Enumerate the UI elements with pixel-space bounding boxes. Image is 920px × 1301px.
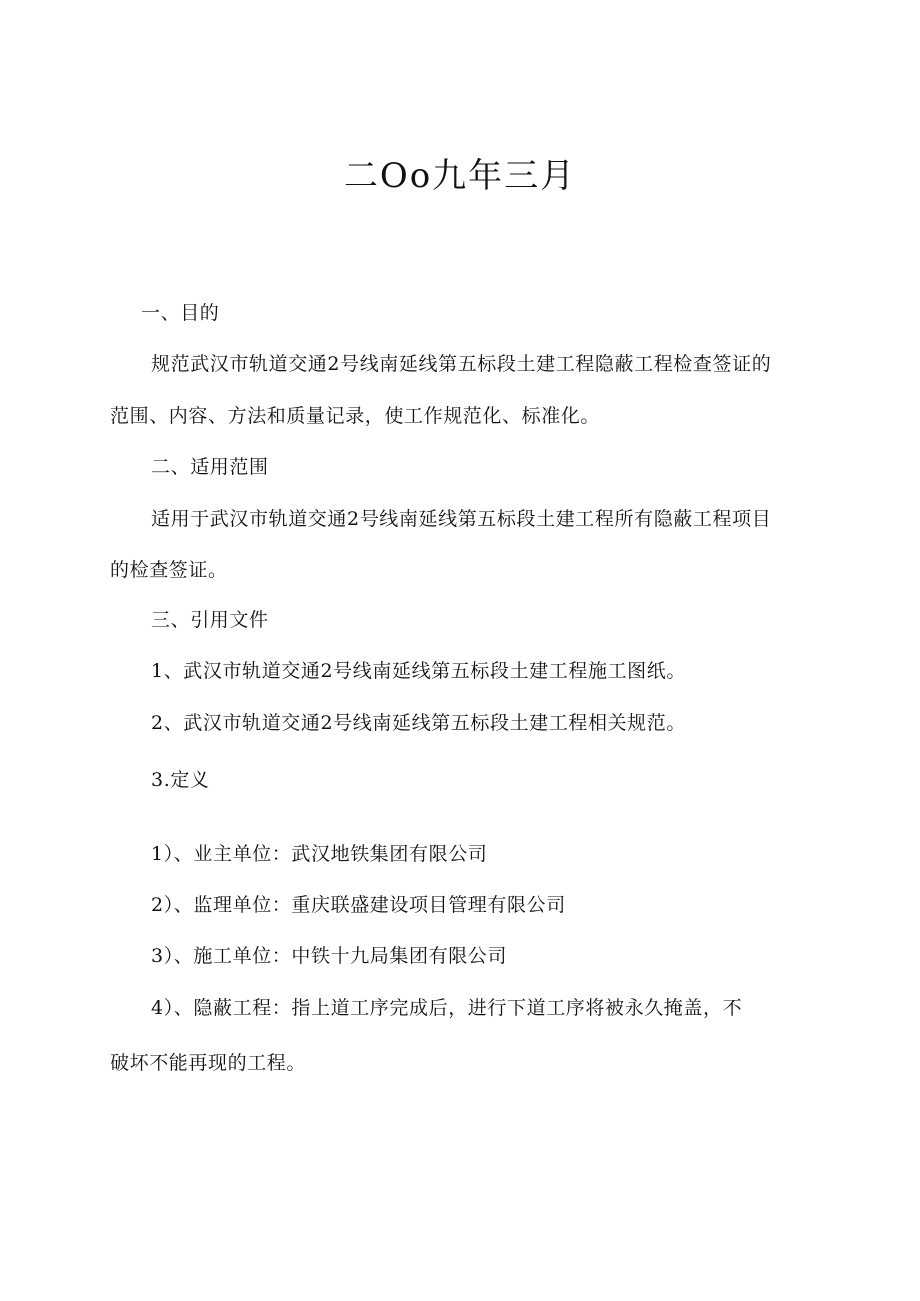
section-heading-references: 三、引用文件	[151, 609, 269, 631]
definition-item: 4）、隐蔽工程：指上道工序完成后，进行下道工序将被永久掩盖，不	[151, 997, 743, 1019]
paragraph-line: 的检查签证。	[110, 559, 228, 581]
definition-item: 3）、施工单位：中铁十九局集团有限公司	[151, 945, 507, 967]
date-title: 二Oo九年三月	[343, 156, 577, 196]
paragraph-line: 破坏不能再现的工程。	[110, 1052, 307, 1074]
paragraph-line: 范围、内容、方法和质量记录，使工作规范化、标准化。	[110, 405, 601, 427]
reference-item: 2、武汉市轨道交通2号线南延线第五标段土建工程相关规范。	[151, 712, 686, 734]
section-heading-definitions: 3.定义	[151, 769, 210, 791]
definition-item: 1）、业主单位：武汉地铁集团有限公司	[151, 843, 488, 865]
definition-item: 2）、监理单位：重庆联盛建设项目管理有限公司	[151, 894, 566, 916]
section-heading-scope: 二、适用范围	[151, 456, 269, 478]
paragraph-line: 规范武汉市轨道交通2号线南延线第五标段土建工程隐蔽工程检查签证的	[151, 353, 772, 375]
reference-item: 1、武汉市轨道交通2号线南延线第五标段土建工程施工图纸。	[151, 660, 686, 682]
paragraph-line: 适用于武汉市轨道交通2号线南延线第五标段土建工程所有隐蔽工程项目	[151, 508, 772, 530]
section-heading-purpose: 一、目的	[141, 302, 220, 324]
